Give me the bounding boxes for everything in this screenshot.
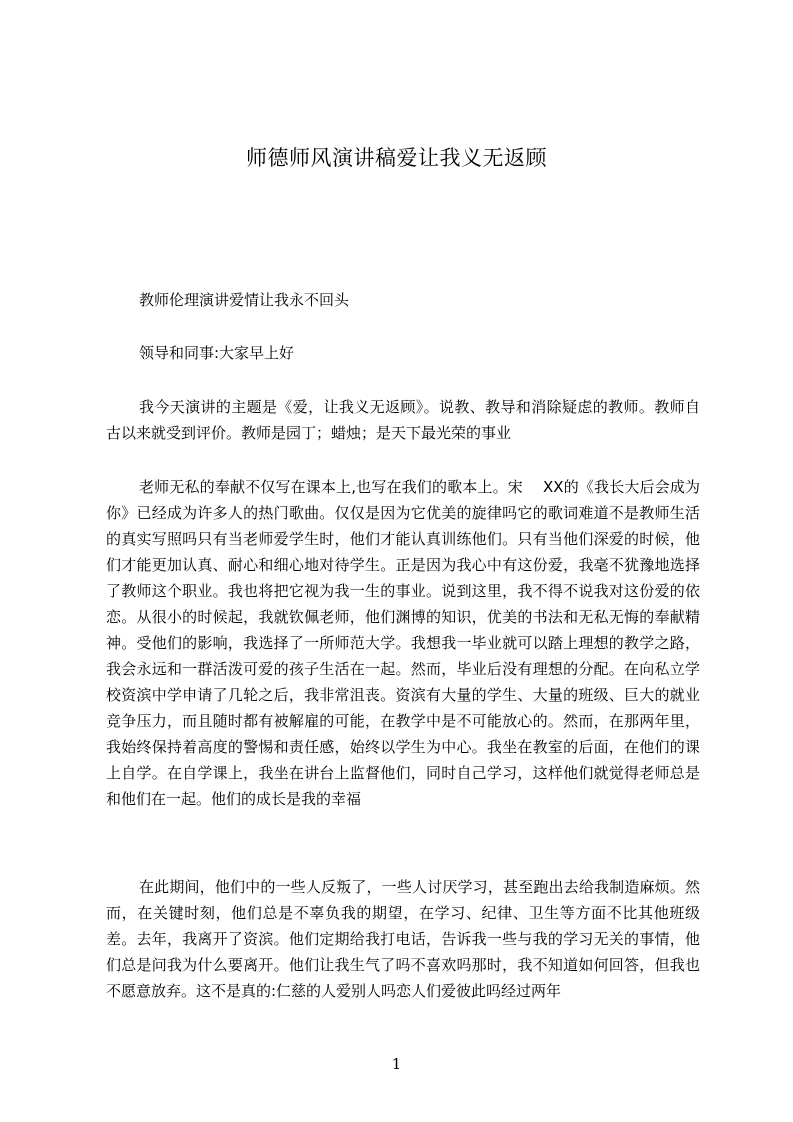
- speech-subtitle: 教师伦理演讲爱情让我永不回头: [139, 291, 350, 309]
- document-title: 师德师风演讲稿爱让我义无返顾: [246, 146, 547, 170]
- paragraph-rebellion: 在此期间，他们中的一些人反叛了，一些人讨厌学习，甚至跑出去给我制造麻烦。然而，在关键时刻，他们总是不辜负我的期望，在学习、纪律、卫生等方面不比其他班级差。去年，我离开了资滨。他们定期给我打电话，告诉我一些与我的学习无关的事情，他们总是问我为什么要离开。他们让我生气了吗不喜欢吗那时，我不知道如何回答，但我也不愿意放弃。这不是真的:仁慈的人爱别人吗恋人们爱彼此吗经过两年: [106, 878, 700, 1000]
- paragraph-dedication: 老师无私的奉献不仅写在课本上,也写在我们的歌本上。宋 XX的《我长大后会成为你》已经成为许多人的热门歌曲。仅仅是因为它优美的旋律吗它的歌词难道不是教师生活的真实写照吗只有当老师爱学生时，他们才能认真训练他们。只有当他们深爱的时候，他们才能更加认真、耐心和细心地对待学生。正是因为我心中有这份爱，我毫不犹豫地选择了教师这个职业。我也将把它视为我一生的事业。说到这里，我不得不说我对这份爱的依恋。从很小的时候起，我就钦佩老师，他们渊博的知识，优美的书法和无私无悔的奉献精神。受他们的影响，我选择了一所师范大学。我想我一毕业就可以踏上理想的教学之路，我会永远和一群活泼可爱的孩子生活在一起。然而，毕业后没有理想的分配。在向私立学校资滨中学申请了几轮之后，我非常沮丧。资滨有大量的学生、大量的班级、巨大的就业竞争压力，而且随时都有被解雇的可能，在教学中是不可能放心的。然而，在那两年里，我始终保持着高度的警惕和责任感，始终以学生为中心。我坐在教室的后面，在他们的课上自学。在自学课上，我坐在讲台上监督他们，同时自己学习，这样他们就觉得老师总是和他们在一起。他们的成长是我的幸福: [106, 478, 700, 808]
- paragraph-theme: 我今天演讲的主题是《爱，让我义无返顾》。说教、教导和消除疑虑的教师。教师自古以来就受到评价。教师是园丁；蜡烛；是天下最光荣的事业: [106, 398, 700, 442]
- greeting-line: 领导和同事:大家早上好: [139, 344, 295, 362]
- page-number: 1: [391, 1055, 402, 1073]
